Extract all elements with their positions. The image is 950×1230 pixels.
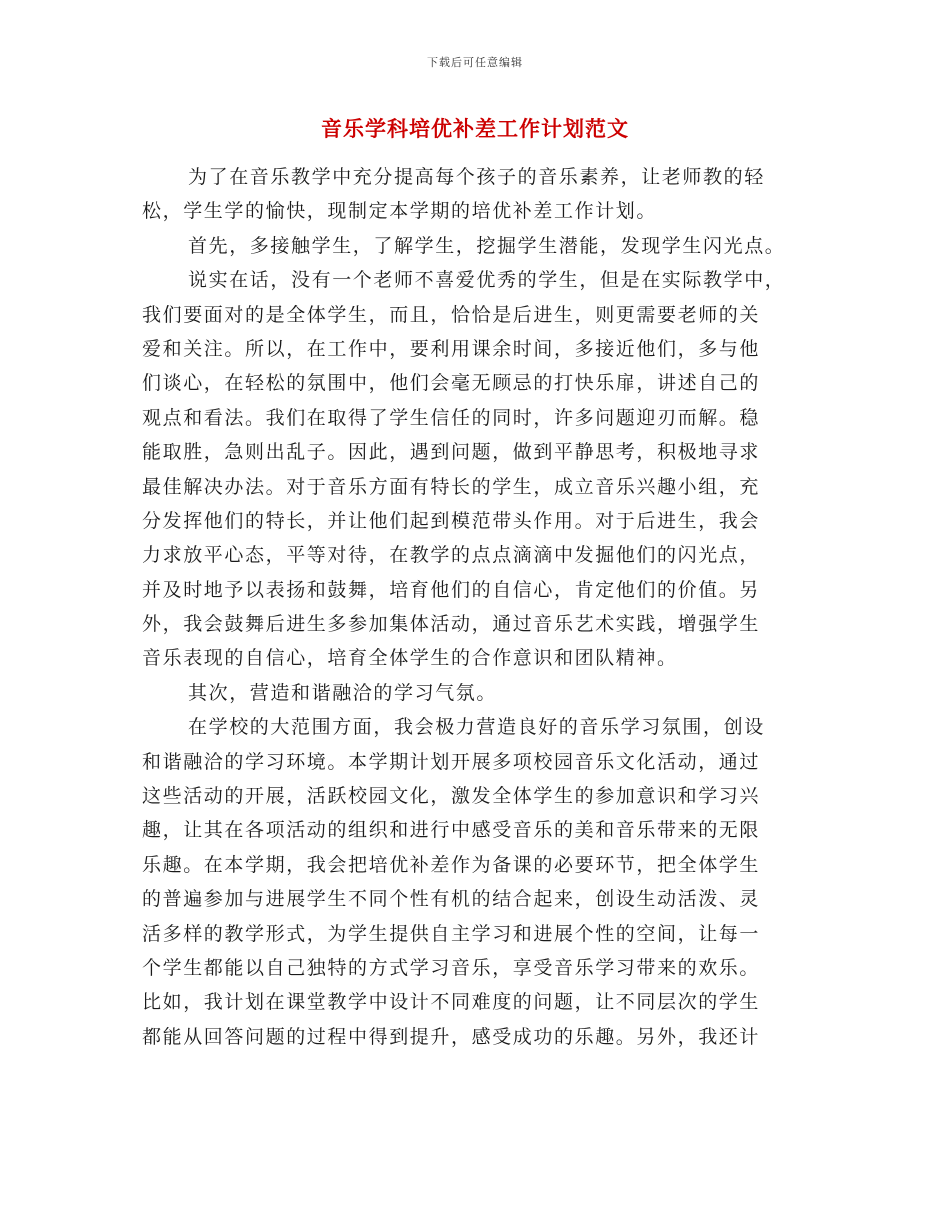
body-line: 为了在音乐教学中充分提高每个孩子的音乐素养，让老师教的轻 <box>188 166 765 188</box>
body-line: 这些活动的开展，活跃校园文化，激发全体学生的参加意识和学习兴 <box>142 785 761 808</box>
header-note: 下载后可任意编辑 <box>427 56 523 69</box>
body-line: 我们要面对的是全体学生，而且，恰恰是后进生，则更需要老师的关 <box>142 303 761 326</box>
body-line: 最佳解决办法。对于音乐方面有特长的学生，成立音乐兴趣小组，充 <box>142 475 761 498</box>
body-line: 和谐融洽的学习环境。本学期计划开展多项校园音乐文化活动，通过 <box>142 750 761 773</box>
body-line: 在学校的大范围方面，我会极力营造良好的音乐学习氛围，创设 <box>188 716 765 739</box>
body-line: 能取胜，急则出乱子。因此，遇到问题，做到平静思考，积极地寻求 <box>142 441 761 464</box>
document-body <box>142 160 798 1054</box>
body-line: 比如，我计划在课堂教学中设计不同难度的问题，让不同层次的学生 <box>142 991 761 1014</box>
body-line: 爱和关注。所以，在工作中，要利用课余时间，多接近他们，多与他 <box>142 337 761 360</box>
body-line: 都能从回答问题的过程中得到提升，感受成功的乐趣。另外，我还计 <box>142 1025 761 1048</box>
body-line: 并及时地予以表扬和鼓舞，培育他们的自信心，肯定他们的价值。另 <box>142 578 761 601</box>
body-line: 们谈心，在轻松的氛围中，他们会毫无顾忌的打快乐扉，讲述自己的 <box>142 372 761 395</box>
body-line: 外，我会鼓舞后进生多参加集体活动，通过音乐艺术实践，增强学生 <box>142 613 761 636</box>
body-line: 首先，多接触学生，了解学生，挖掘学生潜能，发现学生闪光点。 <box>188 234 786 257</box>
body-line: 音乐表现的自信心，培育全体学生的合作意识和团队精神。 <box>142 647 678 670</box>
body-line: 其次，营造和谐融洽的学习气氛。 <box>188 681 498 704</box>
body-line: 的普遍参加与进展学生不同个性有机的结合起来，创设生动活泼、灵 <box>142 888 761 911</box>
body-line: 趣，让其在各项活动的组织和进行中感受音乐的美和音乐带来的无限 <box>142 819 761 842</box>
body-line: 个学生都能以自己独特的方式学习音乐，享受音乐学习带来的欢乐。 <box>142 956 761 979</box>
body-line: 力求放平心态，平等对待，在教学的点点滴滴中发掘他们的闪光点， <box>142 544 761 567</box>
body-line: 活多样的教学形式，为学生提供自主学习和进展个性的空间，让每一 <box>142 922 761 945</box>
document-title: 音乐学科培优补差工作计划范文 <box>321 116 629 141</box>
body-line: 松，学生学的愉快，现制定本学期的培优补差工作计划。 <box>142 200 658 223</box>
body-line: 分发挥他们的特长，并让他们起到模范带头作用。对于后进生，我会 <box>142 509 761 532</box>
body-line: 乐趣。在本学期，我会把培优补差作为备课的必要环节，把全体学生 <box>142 853 761 876</box>
body-line: 说实在话，没有一个老师不喜爱优秀的学生，但是在实际教学中， <box>188 269 786 292</box>
body-line: 观点和看法。我们在取得了学生信任的同时，许多问题迎刃而解。稳 <box>142 406 761 429</box>
